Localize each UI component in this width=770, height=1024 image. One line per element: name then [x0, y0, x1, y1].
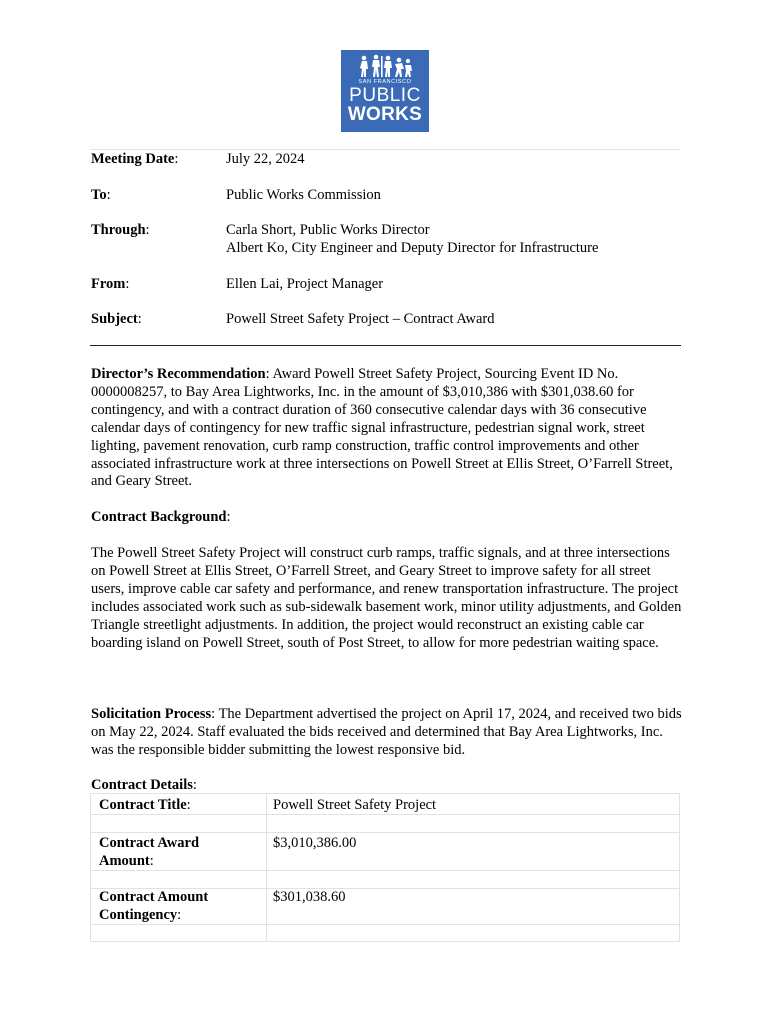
to-value: Public Works Commission	[226, 187, 381, 203]
header-divider	[90, 345, 681, 346]
solicitation-paragraph: Solicitation Process: The Department advertised the project on April 17, 2024, and received two bids on May 22, 2024. Staff evaluated the bids received and determined that Bay Area Lightworks, Inc. was the responsible bidder submitting the lowest responsive bid.	[91, 706, 682, 758]
background-heading: Contract Background	[91, 509, 227, 525]
contract-details-table	[90, 793, 680, 942]
meeting-date-value: July 22, 2024	[226, 151, 305, 167]
award-amount-label-2: Amount	[99, 853, 150, 869]
contract-title-value: Powell Street Safety Project	[273, 797, 437, 813]
recommendation-text: Award Powell Street Safety Project, Sourcing Event ID No. 0000008257, to Bay Area Lightworks, Inc. in the amount of $3,010,386 with $301,038.60 for contingency, and with a contract duration of 360 consecutive calendar days with 36 consecutive calendar days of contingency for new traffic signal infrastructure, pedestrian signal work, street lighting, pavement renovation, curb ramp construction, traffic control improvements and other associated infrastructure work at three intersections on Powell Street at Ellis Street, O’Farrell Street, and Geary Street.	[91, 366, 673, 490]
workers-silhouette-icon	[355, 53, 415, 79]
table-row: Contract Amount Contingency:	[99, 889, 209, 923]
solicitation-text: The Department advertised the project on April 17, 2024, and received two bids on May 22, 2024. Staff evaluated the bids received and determined that Bay Area Lightworks, Inc. was the responsible bidder submitting the lowest responsive bid.	[91, 706, 682, 758]
logo-works: WORKS	[347, 104, 423, 125]
public-works-logo	[341, 50, 429, 132]
subject-value: Powell Street Safety Project – Contract Award	[226, 311, 495, 327]
details-heading-line: Contract Details:	[91, 777, 197, 793]
logo-subtitle: SAN FRANCISCO	[358, 79, 412, 85]
from-value: Ellen Lai, Project Manager	[226, 276, 384, 292]
table-row: Contract Award Amount:	[99, 835, 200, 869]
recommendation-heading: Director’s Recommendation	[91, 366, 266, 382]
contingency-label-2: Contingency	[99, 907, 178, 923]
award-amount-value: $3,010,386.00	[273, 835, 357, 851]
award-amount-label-1: Contract Award	[99, 835, 200, 851]
through-value-1: Carla Short, Public Works Director	[226, 222, 430, 238]
from-label: From	[91, 276, 126, 292]
table-row: Contract Title:	[99, 797, 191, 813]
through-value-2: Albert Ko, City Engineer and Deputy Director for Infrastructure	[226, 240, 599, 256]
contingency-label-1: Contract Amount	[99, 889, 209, 905]
contract-title-label: Contract Title	[99, 797, 187, 813]
solicitation-heading: Solicitation Process	[91, 706, 212, 722]
details-heading: Contract Details	[91, 777, 193, 793]
meeting-date-label: Meeting Date	[91, 151, 175, 167]
document-page: SAN FRANCISCO PUBLIC WORKS Meeting Date: July 22, 2024 To: Public Works Commission Through: Carla Short, Public Works Director Albert Ko, City Engineer and Deputy Director for Infrastructure From: Ellen Lai, Project Manager Subject: Powell Street Safety Project – Contract Award Director’s Recommendation: Award Powell Street Safety Project, Sourcing Event ID No. 0000008257, to Bay Area Lightworks, Inc. in the amount of $3,010,386 with $301,038.60 for contingency, and with a contract duration of 360 consecutive calendar days with 36 consecutive calendar days of contingency for new traffic signal infrastructure, pedestrian signal work, street lighting, pavement renovation, curb ramp construction, traffic control improvements and other associated infrastructure work at three intersections on Powell Street at Ellis Street, O’Farrell Street, and Geary Street. Contract Background: The Powell Street Safety Project will construct curb ramps, traffic signals, and at three intersections on Powell Street at Ellis Street, O’Farrell Street, and Geary Street to improve safety for all street users, improve cable car safety and performance, and renew transportation infrastructure. The project includes associated work such as sub-sidewalk basement work, minor utility adjustments, and Golden Triangle streetlight adjustments. In addition, the project would reconstruct an existing cable car boarding island on Powell Street, south of Post Street, to allow for more pedestrian waiting space. Solicitation Process: The Department advertised the project on April 17, 2024, and received two bids on May 22, 2024. Staff evaluated the bids received and determined that Bay Area Lightworks, Inc. was the responsible bidder submitting the lowest responsive bid. Contract Details: Contract Title: Powell Street Safety Project Contract Award Amount: $3,010,386.00 Contract Amount Contingency: $301,038.60	[0, 0, 770, 1024]
logo-public: PUBLIC	[349, 85, 421, 106]
contingency-value: $301,038.60	[273, 889, 346, 905]
to-label: To	[91, 187, 107, 203]
through-label: Through	[91, 222, 146, 238]
recommendation-paragraph: Director’s Recommendation: Award Powell Street Safety Project, Sourcing Event ID No. 0000008257, to Bay Area Lightworks, Inc. in the amount of $3,010,386 with $301,038.60 for contingency, and with a contract duration of 360 consecutive calendar days with 36 consecutive calendar days of contingency for new traffic signal infrastructure, pedestrian signal work, street lighting, pavement renovation, curb ramp construction, traffic control improvements and other associated infrastructure work at three intersections on Powell Street at Ellis Street, O’Farrell Street, and Geary Street.	[91, 366, 673, 490]
background-text: The Powell Street Safety Project will construct curb ramps, traffic signals, and at three intersections on Powell Street at Ellis Street, O’Farrell Street, and Geary Street to improve safety for all street users, improve cable car safety and performance, and renew transportation infrastructure. The project includes associated work such as sub-sidewalk basement work, minor utility adjustments, and Golden Triangle streetlight adjustments. In addition, the project would reconstruct an existing cable car boarding island on Powell Street, south of Post Street, to allow for more pedestrian waiting space.	[91, 545, 682, 651]
subject-label: Subject	[91, 311, 138, 327]
background-heading-line: Contract Background:	[91, 509, 231, 525]
